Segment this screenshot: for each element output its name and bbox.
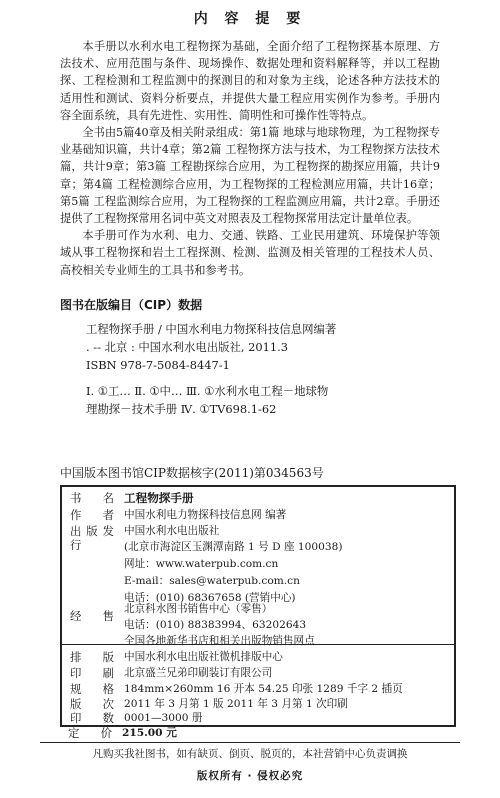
typesetter: 中国水利水电出版社微机排版中心 — [124, 651, 283, 663]
publisher-name: 中国水利水电出版社 — [124, 525, 220, 537]
cip-classification: Ⅰ. ①工… Ⅱ. ①中… Ⅲ. ①水利水电工程－地球物 — [86, 384, 329, 398]
summary-body — [60, 38, 440, 279]
cip-line: 工程物探手册 / 中国水利电力物探科技信息网编著 — [86, 322, 337, 336]
summary-paragraph: 本手册以水利水电工程物探为基础，全面介绍了工程物探基本原理、方法技术、应用范围与条件、现场操作、数据处理和资料解释等，并以工程勘探、工程检测和工程监测中的探测目的和对象为主线，论述各种方法技术的适用性和测试、资料分析要点，并提供大量工程应用实例作为参考。手册内容全面系统，具有先进性、实用性、简明性和可操作性等特点。 — [60, 40, 440, 122]
cip-line: . -- 北京 : 中国水利水电出版社, 2011.3 — [86, 340, 289, 354]
table-divider — [62, 644, 454, 645]
summary-paragraph: 本手册可作为水利、电力、交通、铁路、工业民用建筑、环境保护等领域从事工程物探和岩土工程探测、检测、监测及相关管理的工程技术人员、高校相关专业师生的工具书和参考书。 — [60, 229, 440, 277]
book-price: 215.00 元 — [122, 727, 177, 739]
info-label: 经 售 — [70, 609, 114, 623]
info-label: 出版发行 — [70, 524, 114, 552]
cip-classification: 理勘探－技术手册 Ⅳ. ①TV698.1-62 — [86, 402, 277, 416]
summary-title: 内 容 提 要 — [193, 11, 307, 27]
replacement-notice: 凡购买我社图书，如有缺页、倒页、脱页的，本社营销中心负责调换 — [92, 748, 408, 760]
info-label: 印 刷 — [70, 666, 114, 680]
publisher-email: E-mail：sales@waterpub.com.cn — [124, 575, 300, 587]
distributor-network: 全国各地新华书店和相关出版物销售网点 — [124, 635, 315, 647]
cip-isbn: ISBN 978-7-5084-8447-1 — [86, 358, 230, 372]
info-label: 规 格 — [70, 682, 114, 696]
publisher-website: 网址：www.waterpub.com.cn — [124, 558, 279, 570]
distributor-name: 北京科水图书销售中心（零售） — [124, 603, 273, 615]
price-row — [60, 726, 456, 740]
publisher-phone: 电话：(010) 68367658 (营销中心) — [124, 592, 296, 604]
rights-reserved: 版权所有 · 侵权必究 — [196, 770, 304, 782]
info-label: 定 价 — [68, 726, 112, 740]
info-label: 版 次 — [70, 697, 114, 711]
edition-info: 2011 年 3 月第 1 版 2011 年 3 月第 1 次印刷 — [124, 698, 348, 710]
info-label: 印 数 — [70, 711, 114, 725]
distributor-phone: 电话：(010) 88383994、63202643 — [124, 619, 307, 631]
info-label: 排 版 — [70, 650, 114, 664]
book-info-table — [60, 485, 456, 727]
summary-paragraph: 全书由5篇40章及相关附录组成：第1篇 地球与地球物理，为工程物探专业基础知识篇，共计4章；第2篇 工程物探方法与技术，为工程物探方法技术篇，共计9章；第3篇 工程勘探综合应用，为工程物探的勘探应用篇，共计9章；第4篇 工程检测综合应用，为工程物探的工程检测应用篇，共计16章；第5篇 工程监测综合应用，为工程物探的工程监测应用篇，共计2章。手册还提供了工程物探常用名词中英文对照表及工程物探常用法定计量单位表。 — [60, 126, 440, 226]
printer: 北京盛兰兄弟印刷装订有限公司 — [124, 667, 273, 679]
print-run: 0001—3000 册 — [124, 712, 203, 724]
info-label: 书 名 — [70, 491, 114, 505]
book-title: 工程物探手册 — [124, 491, 194, 505]
cip-heading: 图书在版编目（CIP）数据 — [60, 298, 203, 312]
footer-rule — [40, 742, 460, 743]
info-label: 作 者 — [70, 508, 114, 522]
cip-data-number: 中国版本图书馆CIP数据核字(2011)第034563号 — [60, 466, 324, 480]
book-author: 中国水利电力物探科技信息网 编著 — [124, 509, 287, 521]
publisher-address: (北京市海淀区玉渊潭南路 1 号 D 座 100038) — [124, 541, 343, 553]
cip-record — [86, 320, 446, 418]
book-spec: 184mm×260mm 16 开本 54.25 印张 1289 千字 2 插页 — [124, 683, 403, 695]
